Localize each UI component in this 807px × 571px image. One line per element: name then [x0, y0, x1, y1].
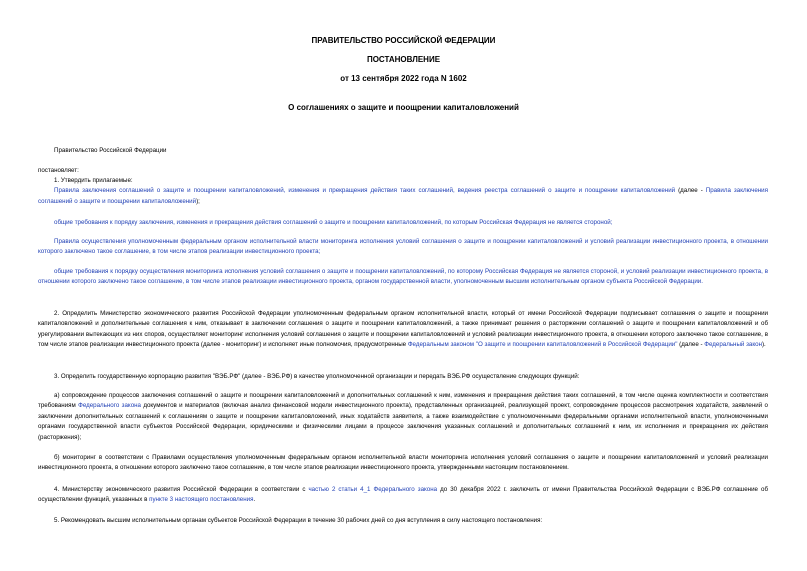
item-1-c — [38, 237, 768, 258]
date-number-heading: от 13 сентября 2022 года N 1602 — [340, 74, 467, 83]
item-3-b: б) мониторинг в соответствии с Правилами осуществления уполномоченным федеральным органом исполнительной власти мониторинга исполнения условий соглашения о защите и поощрении капиталовложений и условий реализации инвестиционного проекта, в отношении которого заключено такое соглашение, в том числе этапов реализации инвестиционного проекта, утвержденными настоящим постановлением. — [38, 454, 768, 472]
item-3-ref-link[interactable]: пункте 3 настоящего постановления — [149, 496, 254, 504]
item-1-lead: 1. Утвердить прилагаемые: — [54, 177, 133, 184]
authority-heading: ПРАВИТЕЛЬСТВО РОССИЙСКОЙ ФЕДЕРАЦИИ — [311, 36, 496, 45]
item-1 — [38, 176, 768, 207]
general-requirements-link[interactable]: общие требования к порядку заключения, изменения и прекращения действия соглашений о защите и поощрении капиталовложений, по которым Российская Федерация не является стороной; — [54, 219, 613, 226]
intro-decree: постановляет: — [38, 167, 79, 174]
rules-conclusion-link[interactable]: Правила заключения соглашений о защите и поощрении капиталовложений, изменения и прекращения действия таких соглашений, ведения реестра соглашений о защите и поощрении капиталовложений — [54, 187, 676, 195]
item-5: 5. Рекомендовать высшим исполнительным органам субъектов Российской Федерации в течение 30 рабочих дней со дня вступления в силу настоящего постановления: — [54, 517, 543, 524]
item-3-lead: 3. Определить государственную корпорацию развития "ВЭБ.РФ" (далее - ВЭБ.РФ) в качестве уполномоченной организации и передать ВЭБ.РФ осуществление следующих функций: — [54, 373, 580, 380]
item-1-a: Правила заключения соглашений о защите и поощрении капиталовложений, изменения и прекращения действия таких соглашений, ведения реестра соглашений о защите и поощрении капиталовложений (далее - Правила заключения соглашений о защите и поощрении капиталовложений); — [38, 187, 768, 205]
federal-law-ref-link[interactable]: Федерального закона — [78, 402, 142, 410]
item-3-a: а) сопровождение процессов заключения соглашений о защите и поощрении капиталовложений и дополнительных соглашений к ним, изменения и прекращения действия таких соглашений, в том числе оценка комплектности и соответствия требованиям Федерального закона документов и материалов (включая анализ финансовой модели инвестиционного проекта), представленных организацией, реализующей проект, сопровождение процессов рассмотрения ходатайств, заявлений о заключении дополнительных соглашений к соглашениям о защите и поощрении капиталовложений, иных ходатайств заявителя, а также взаимодействие с уполномоченными федеральными органами исполнительной власти, уполномоченными органами государственной власти субъектов Российской Федерации, юридическими и физическими лицами в процессе заключения указанных соглашений и дополнительных соглашений к ним, их исполнения и прекращения их действия (расторжения); — [38, 392, 768, 441]
item-4: 4. Министерству экономического развития Российской Федерации в соответствии с частью 2 статьи 4_1 Федерального закона до 30 декабря 2022 г. заключить от имени Правительства Российской Федерации с ВЭБ.РФ соглашение об осуществлении функций, указанных в пункте 3 настоящего постановления. — [38, 486, 769, 504]
article-4-1-link[interactable]: частью 2 статьи 4_1 Федерального закона — [308, 486, 438, 493]
intro-government: Правительство Российской Федерации — [54, 147, 167, 154]
document-title: О соглашениях о защите и поощрении капиталовложений — [288, 103, 519, 112]
item-2: 2. Определить Министерство экономического развития Российской Федерации уполномоченным федеральным органом исполнительной власти, который от имени Российской Федерации подписывает соглашения о защите и поощрении капиталовложений и дополнительные соглашения к ним, отказывает в заключении соглашения о защите и поощрении капиталовложений, а также принимает решения о расторжении соглашений о защите и поощрении капиталовложений и об урегулировании вытекающих из них споров, осуществляет мониторинг исполнения условий соглашения о защите и поощрении капиталовложений и условий реализации инвестиционного проекта, в отношении которого заключено такое соглашение, в том числе этапов реализации инвестиционного проекта (далее - мониторинг) и исполняет иные полномочия, предусмотренные Федеральным законом "О защите и поощрении капиталовложений в Российской Федерации" (далее - Федеральный закон). — [38, 310, 768, 349]
rules-conclusion-short-link[interactable]: Правила заключения соглашений о защите и поощрении капиталовложений — [38, 187, 768, 205]
federal-law-link[interactable]: Федеральным законом "О защите и поощрении капиталовложений в Российской Федерации" — [407, 341, 678, 349]
document-type-heading: ПОСТАНОВЛЕНИЕ — [366, 55, 441, 64]
monitoring-rules-link[interactable]: Правила осуществления уполномоченным федеральным органом исполнительной власти мониторинга исполнения условий соглашения о защите и поощрении капиталовложений и условий реализации инвестиционного проекта, в отношении которого заключено такое соглашение, в том числе этапов реализации инвестиционного проекта; — [38, 238, 768, 256]
monitoring-requirements-link[interactable]: общие требования к порядку осуществления мониторинга исполнения условий соглашения о защите и поощрении капиталовложений, по которому Российская Федерация не является стороной, и условий реализации инвестиционного проекта, в отношении которого заключено такое соглашение, в том числе этапов реализации инвестиционного проекта, органом государственной власти, уполномоченным высшим исполнительным органом субъекта Российской Федерации. — [38, 268, 768, 286]
item-1-d — [38, 267, 768, 288]
federal-law-short-link[interactable]: Федеральный закон — [704, 341, 762, 349]
item-1-b — [38, 218, 768, 228]
